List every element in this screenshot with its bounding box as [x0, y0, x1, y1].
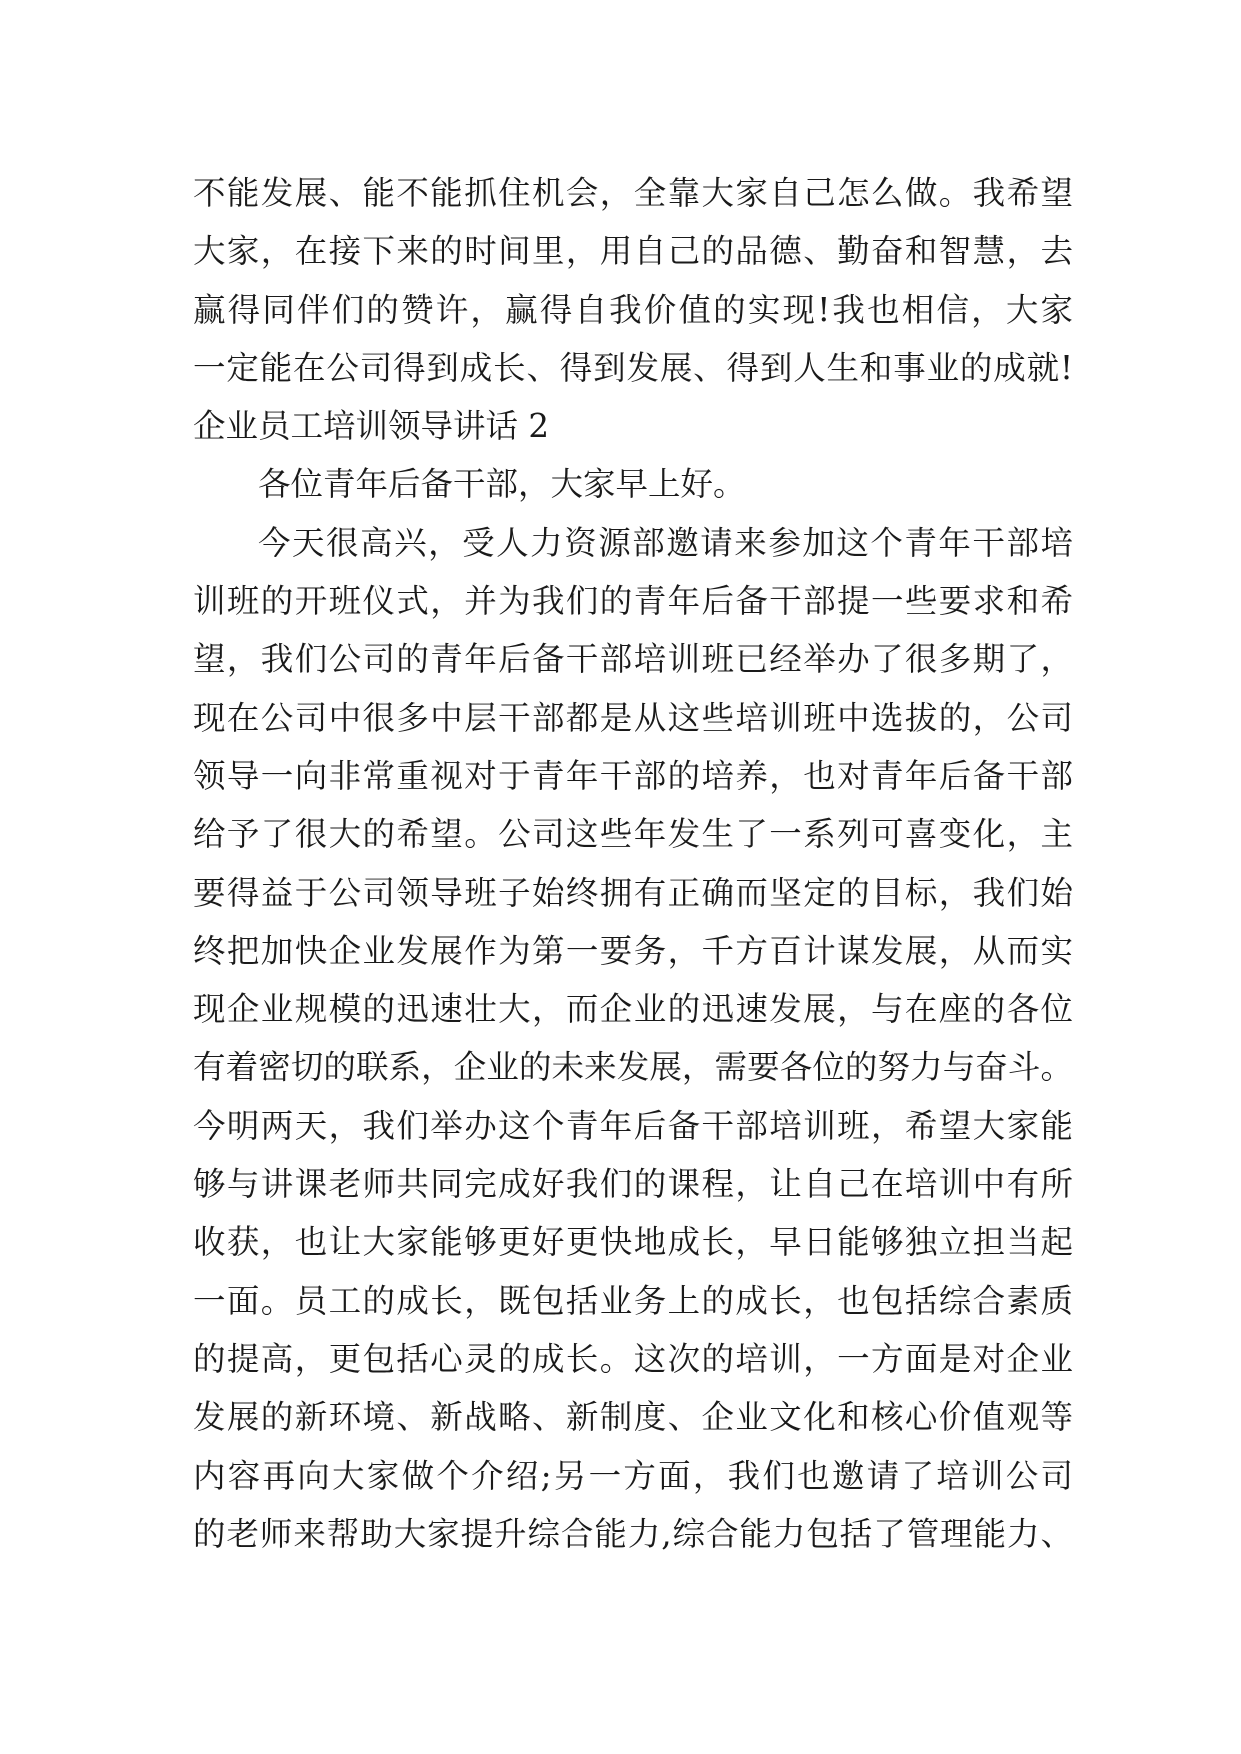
paragraph-first-line: 各位青年后备干部，大家早上好。: [258, 465, 746, 504]
text-line: 训班的开班仪式，并为我们的青年后备干部提一些要求和希: [193, 582, 1073, 621]
text-line: 给予了很大的希望。公司这些年发生了一系列可喜变化，主: [193, 815, 1073, 854]
text-line: 要得益于公司领导班子始终拥有正确而坚定的目标，我们始: [193, 873, 1073, 912]
paragraph-first-line: 今天很高兴，受人力资源部邀请来参加这个青年干部培: [258, 523, 1073, 562]
text-line: 一面。员工的成长，既包括业务上的成长，也包括综合素质: [193, 1281, 1073, 1320]
text-line: 领导一向非常重视对于青年干部的培养，也对青年后备干部: [193, 756, 1073, 795]
text-line: 一定能在公司得到成长、得到发展、得到人生和事业的成就!: [193, 348, 1073, 387]
text-line: 发展的新环境、新战略、新制度、企业文化和核心价值观等: [193, 1398, 1073, 1437]
text-line: 收获，也让大家能够更好更快地成长，早日能够独立担当起: [193, 1223, 1073, 1262]
document-body: [193, 164, 1073, 1563]
text-line: 赢得同伴们的赞许，赢得自我价值的实现!我也相信，大家: [193, 290, 1073, 329]
text-line: 有着密切的联系，企业的未来发展，需要各位的努力与奋斗。: [193, 1048, 1073, 1087]
text-line: 现企业规模的迅速壮大，而企业的迅速发展，与在座的各位: [193, 990, 1073, 1029]
text-line: 大家，在接下来的时间里，用自己的品德、勤奋和智慧，去: [193, 232, 1073, 271]
text-line: 内容再向大家做个介绍;另一方面，我们也邀请了培训公司: [193, 1456, 1073, 1495]
text-line: 的提高，更包括心灵的成长。这次的培训，一方面是对企业: [193, 1339, 1073, 1378]
text-line: 终把加快企业发展作为第一要务，千方百计谋发展，从而实: [193, 931, 1073, 970]
text-line: 今明两天，我们举办这个青年后备干部培训班，希望大家能: [193, 1106, 1073, 1145]
text-line: 够与讲课老师共同完成好我们的课程，让自己在培训中有所: [193, 1165, 1073, 1204]
text-line: 现在公司中很多中层干部都是从这些培训班中选拔的，公司: [193, 698, 1073, 737]
section-heading: 企业员工培训领导讲话 2: [193, 407, 550, 446]
text-line: 的老师来帮助大家提升综合能力,综合能力包括了管理能力、: [193, 1514, 1073, 1553]
text-line: 望，我们公司的青年后备干部培训班已经举办了很多期了，: [193, 640, 1073, 679]
text-line: 不能发展、能不能抓住机会，全靠大家自己怎么做。我希望: [193, 174, 1073, 212]
